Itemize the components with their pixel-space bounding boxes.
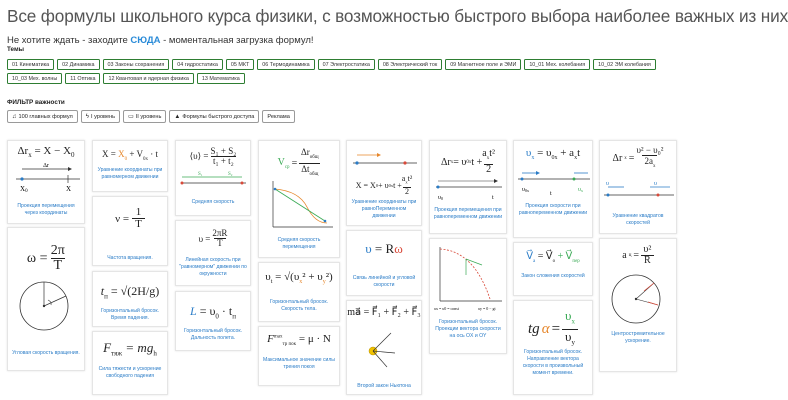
formula-card-displacement-coords[interactable] [7, 140, 85, 224]
filter-level2-label: II уровень [135, 113, 162, 120]
topic-kinematics[interactable]: 01 Кинематика [7, 59, 54, 70]
topic-optics[interactable]: 11 Оптика [65, 73, 100, 84]
card-caption: Горизонтальный бросок. Направление вектора скорости в произвольный момент времени. [522, 349, 584, 376]
formula: υ = Rω [365, 241, 403, 256]
card-caption: Проекция скорости при равнопеременном движении [518, 203, 588, 216]
card-icon: ▭ [128, 114, 134, 120]
card-caption: Угловая скорость вращения. [12, 350, 80, 356]
t-label: t [550, 191, 552, 197]
card-caption: Горизонтальный бросок. Время падения. [101, 308, 159, 321]
card-caption: Уравнение квадратов скоростей [612, 213, 664, 226]
formula: $X = X_0 + V_{0x} \cdot t$ [102, 149, 158, 162]
rotation-diagram [8, 278, 86, 338]
formula: ω = $\frac{2\pi}{T}$ [26, 243, 65, 273]
formula: $F_{тяж} = mg_h$ [103, 340, 157, 358]
formula-card-newton-second-law[interactable] [346, 300, 422, 395]
vy-gt-label: υy = 0 − gt [478, 306, 496, 311]
formula-card-throw-projections[interactable] [429, 238, 507, 354]
formula-card-gravity[interactable] [92, 331, 168, 395]
formula-card-angular-velocity[interactable] [7, 227, 85, 371]
card-caption: Горизонтальный бросок. Скорость тела. [270, 299, 328, 312]
formula-card-uniform-coord[interactable] [92, 140, 168, 192]
formula: tg α = $\frac{\upsilon_x}{\upsilon_y}$ [514, 309, 592, 349]
card-caption: Максимальное значение силы трения покоя [263, 357, 335, 370]
filter-quick-button[interactable] [169, 110, 259, 123]
formula: υ = $\frac{2\pi R}{T}$ [198, 228, 228, 248]
trajectory-diagram [430, 241, 508, 313]
card-caption: Средняя скорость [191, 199, 235, 205]
topic-magnetic[interactable]: 09 Магнитное поле и ЭМИ [445, 59, 521, 70]
formula-card-centripetal[interactable] [599, 238, 677, 372]
speed-accel-diagram [514, 165, 594, 199]
formula-card-average-velocity[interactable] [258, 140, 340, 258]
promo-text [7, 35, 314, 46]
card-caption: Проекция перемещения через координаты [17, 203, 75, 216]
formula: X = X 0 + υ 0x t + $a_xt^2$ 2 [355, 174, 413, 196]
displacement-accel-diagram [430, 173, 508, 203]
filter-bar [7, 110, 295, 123]
formula-card-accelerated-coord[interactable] [346, 140, 422, 226]
topic-math[interactable]: 13 Математика [197, 73, 245, 84]
topic-em-oscillations[interactable]: 10_02 ЭМ колебания [593, 59, 656, 70]
formula: $\upsilon_x = \upsilon_{0x} + a_xt$ [525, 147, 581, 162]
card-caption: Центростремительное ускорение. [611, 331, 665, 344]
promo-before: Не хотите ждать - заходите [7, 35, 131, 46]
x0-label: X0 [20, 185, 28, 194]
card-caption: Уравнение координаты при равноПеременном движении [351, 199, 417, 219]
accelerated-motion-diagram [347, 143, 423, 173]
formula: Δr x = $\frac{\text{υ² − υ₀²}}{2a_x}$ [600, 145, 676, 172]
vx-label: υx [578, 187, 583, 193]
formula-card-accelerated-speed[interactable] [513, 140, 593, 238]
v0-label: υ0 [438, 195, 443, 201]
s1-label: S₁ [198, 172, 203, 177]
formula-card-frequency[interactable] [92, 196, 168, 266]
v0x-label: υ0x [522, 187, 529, 193]
centripetal-diagram [600, 269, 678, 329]
formula-card-speed-squares[interactable] [599, 140, 677, 234]
formula: ⟨υ⟩ = $\frac{\text{S₁ + S₂}}{\text{t₁ + t₂}}$ [189, 146, 237, 166]
formula: $F^{max}_{тр пок} = \mu \cdot N$ [267, 333, 331, 348]
filter-ads-label: Реклама [267, 113, 290, 120]
path-segments-diagram [176, 169, 252, 191]
topic-electrostatics[interactable]: 07 Электростатика [318, 59, 375, 70]
card-caption: Второй закон Ньютона [357, 383, 411, 389]
page-title: Все формулы школьного курса физики, с возможностью быстрого выбора наиболее важных из них [7, 6, 788, 26]
topic-current[interactable]: 08 Электрический ток [378, 59, 442, 70]
formula-card-velocity-addition[interactable] [513, 242, 593, 296]
vx-label: υ [654, 181, 657, 187]
formula: $L = \upsilon_0 \cdot t_п$ [190, 304, 236, 321]
topic-conservation[interactable]: 03 Законы сохранения [103, 59, 170, 70]
topics-label: Темы [7, 46, 24, 53]
filter-level2-button[interactable] [123, 110, 166, 123]
formula: $\upsilon_t = √(\upsilon_x^2 + \upsilon_y^2)$ [265, 271, 333, 286]
displacement-diagram [8, 159, 86, 199]
formula-card-fall-time[interactable] [92, 271, 168, 327]
vx-const-label: υx = υ0 = const [434, 306, 459, 311]
speed-squares-diagram [600, 175, 678, 209]
formula-card-linear-angular[interactable] [346, 230, 422, 296]
promo-after: - моментальная загрузка формул! [160, 35, 314, 46]
card-caption: Линейная скорость при "равномерном" движении по окружности [179, 257, 247, 277]
topic-mkt[interactable]: 05 МКТ [226, 59, 254, 70]
x-label: X [66, 185, 72, 193]
promo-link[interactable]: СЮДА [130, 35, 161, 46]
card-caption: Частота вращения. [107, 255, 153, 261]
card-caption: Сила тяжести и ускорение свободного падения [98, 366, 162, 379]
velocity-vector-diagram [259, 177, 341, 233]
card-caption: Закон сложения скоростей [521, 273, 585, 279]
formula: $\Delta r_x = X - X_0$ [17, 145, 75, 160]
formula-card-static-friction[interactable] [258, 326, 340, 386]
card-caption: Уравнение координаты при равномерном движении [97, 167, 163, 180]
bolt-icon: ϟ [85, 113, 89, 120]
topic-thermodynamics[interactable]: 06 Термодинамика [257, 59, 314, 70]
card-caption: Проекция перемещения при равнопеременном движении [433, 207, 503, 220]
formula: ma⃗ = F⃗₁ + F⃗₂ + F⃗₃ [347, 307, 421, 318]
formula: $V⃗_a$ = $V⃗_o$ + $V⃗_{пер}$ [526, 251, 580, 264]
formula: Δr x = υ 0x t + $a_xt^2$ 2 [440, 148, 495, 175]
topic-dynamics[interactable]: 02 Динамика [57, 59, 99, 70]
dr-label: Δr [43, 163, 49, 169]
filter-ads-button[interactable] [262, 110, 294, 123]
card-caption: Средняя скорость перемещения [277, 237, 321, 250]
formula-card-average-speed[interactable] [175, 140, 251, 216]
topic-mech-waves[interactable]: 10_03 Мех. волны [7, 73, 62, 84]
v0-label: υ [606, 181, 609, 187]
t-label: t [492, 195, 494, 201]
formula: $V_{ср}$ = $\Delta r_{общ}$ $\Delta t_{общ}$ [259, 147, 339, 180]
filter-label: ФИЛЬТР важности [7, 99, 65, 106]
s2-label: S₂ [228, 172, 233, 177]
filter-level1-button[interactable] [81, 110, 120, 123]
formula-card-linear-speed[interactable] [175, 220, 251, 286]
formula-card-accelerated-displacement[interactable] [429, 140, 507, 234]
formula-card-velocity-direction[interactable] [513, 300, 593, 395]
topic-hydrostatics[interactable]: 04 гидростатика [172, 59, 223, 70]
filter-100-label: 100 главных формул [18, 113, 73, 120]
formula-card-flight-range[interactable] [175, 291, 251, 351]
forces-diagram [347, 323, 423, 373]
card-caption: Связь линейной и угловой скорости [352, 275, 416, 288]
filter-level1-label: I уровень [90, 113, 116, 120]
warning-icon: ▲ [174, 113, 181, 120]
formula: $t_п = √(2H/g)$ [100, 284, 160, 301]
filter-100-button[interactable] [7, 110, 78, 123]
formula-card-throw-speed[interactable] [258, 262, 340, 322]
topic-quantum[interactable]: 12 Квантовая и ядерная физика [103, 73, 193, 84]
formula: ν = $\frac{1}{T}$ [93, 207, 167, 230]
music-icon: ♫ [12, 113, 17, 120]
formula: a ц = $\frac{\text{υ²}}{R}$ [600, 245, 676, 266]
card-caption: Горизонтальный бросок. Дальность полета. [184, 328, 242, 341]
filter-quick-label: Формулы быстрого доступа [182, 113, 255, 120]
topic-tags [7, 59, 679, 84]
topic-mech-oscillations[interactable]: 10_01 Мех. колебания [524, 59, 590, 70]
card-caption: Горизонтальный бросок. Проекции вектора скорости на ось OX и OY [435, 319, 501, 339]
